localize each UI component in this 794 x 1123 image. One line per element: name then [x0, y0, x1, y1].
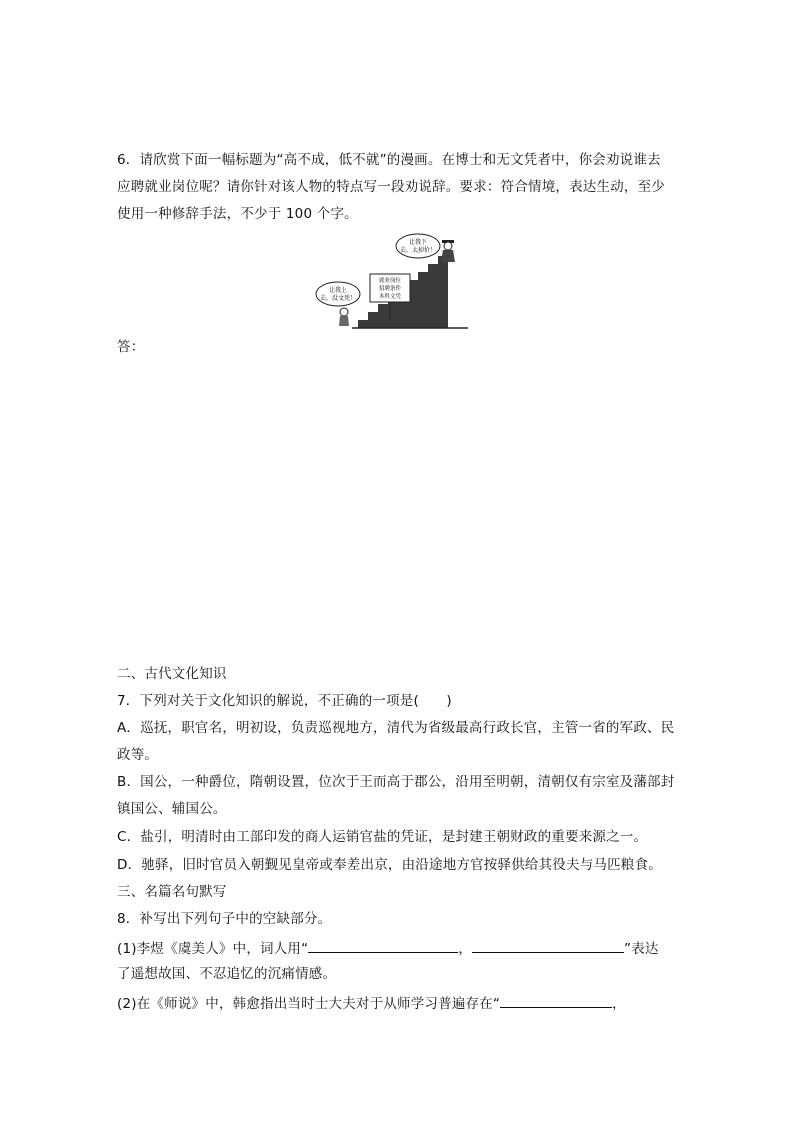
blank-2[interactable] [472, 937, 624, 953]
q6-line-3: 使用一种修辞手法，不少于 100 个字。 [117, 206, 358, 222]
item-1-suffix: ”表达 [624, 941, 659, 957]
bubble-top-line-2: 去，太掉价！ [399, 247, 437, 254]
job-seeker-figure [339, 308, 349, 326]
question-8: 8．补写出下列句子中的空缺部分。 [117, 911, 332, 927]
item-1-comma: ， [458, 941, 473, 957]
item-1-line-1 [117, 937, 659, 959]
item-2-suffix: ， [612, 996, 626, 1012]
option-b-line-2: 镇国公、辅国公。 [117, 801, 227, 817]
answer-label: 答： [117, 339, 145, 355]
item-1-line-2: 了遥想故国、不忍追忆的沉痛情感。 [117, 966, 337, 982]
option-b-line-1: B．国公，一种爵位，隋朝设置，位次于王而高于郡公，沿用至明朝，清朝仅有宗室及藩部封 [117, 774, 675, 790]
question-7: 7．下列对关于文化知识的解说，不正确的一项是( ) [117, 693, 452, 709]
speech-bubble-bottom [316, 282, 360, 306]
section-3-heading: 三、名篇名句默写 [117, 884, 227, 900]
bubble-top-line-1: 让我下 [408, 239, 428, 246]
option-c: C．盐引，明清时由工部印发的商人运销官盐的凭证，是封建王朝财政的重要来源之一。 [117, 829, 648, 845]
item-1-prefix: (1)李煜《虞美人》中，词人用“ [117, 941, 309, 957]
section-2-heading: 二、古代文化知识 [117, 666, 227, 682]
sign-line-3: 本科文凭 [378, 294, 402, 300]
sign-line-2: 招聘条件 [378, 286, 402, 292]
item-2-prefix: (2)在《师说》中，韩愈指出当时士大夫对于从师学习普遍存在“ [117, 996, 501, 1012]
option-d: D．驰驿，旧时官员入朝觐见皇帝或奉差出京，由沿途地方官按驿供给其役夫与马匹粮食。 [117, 857, 662, 873]
bubble-bottom-line-2: 去，没文凭！ [319, 295, 357, 302]
q6-line-2: 应聘就业岗位呢？请你针对该人物的特点写一段劝说辞。要求：符合情境，表达生动，至少 [117, 179, 665, 195]
bubble-bottom-line-1: 让我上 [328, 287, 348, 294]
blank-3[interactable] [500, 992, 612, 1008]
option-a-line-1: A．巡抚，职官名，明初设，负责巡视地方，清代为省级最高行政长官，主管一省的军政、民 [117, 720, 675, 736]
option-a-line-2: 政等。 [117, 747, 159, 763]
q6-line-1: 6．请欣赏下面一幅标题为“高不成，低不就”的漫画。在博士和无文凭者中，你会劝说谁去 [117, 152, 661, 168]
sign-line-1: 就业岗位 [378, 278, 402, 284]
item-2-line-1 [117, 992, 626, 1014]
speech-bubble-top [396, 234, 440, 258]
doctor-figure [441, 240, 455, 262]
blank-1[interactable] [308, 937, 458, 953]
comic-illustration [312, 232, 468, 332]
